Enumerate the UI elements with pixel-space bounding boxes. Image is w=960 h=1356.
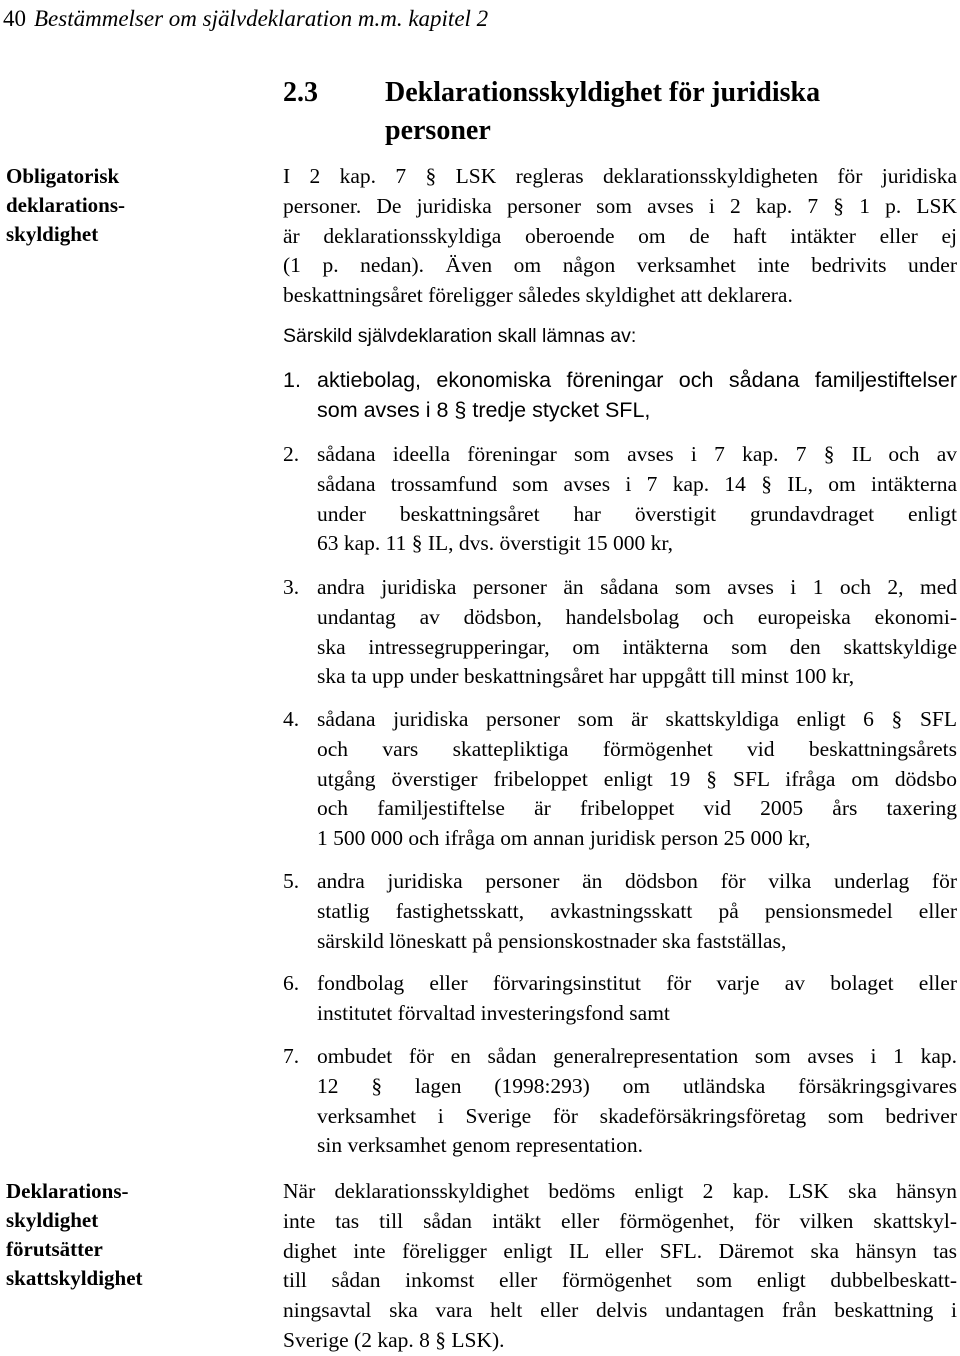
paragraph-line: I 2 kap. 7 § LSK regleras deklarationsskyldigheten för juridiska [283, 164, 957, 188]
list-item-line: undantag av dödsbon, handelsbolag och europeiska ekonomi- [317, 604, 957, 629]
list-item-line: andra juridiska personer än dödsbon för vilka underlag för [317, 869, 957, 893]
list-item-number: 3. [283, 575, 300, 599]
list-item-line: aktiebolag, ekonomiska föreningar och sådana familjestiftelser [317, 368, 957, 392]
margin-note-line: Deklarations- [6, 1179, 129, 1203]
list-item-line: ska ta upp under beskattningsåret har uppgått till minst 100 kr, [317, 664, 855, 689]
list-item-text [317, 366, 957, 426]
section-title-line1: Deklarationsskyldighet för juridiska [385, 77, 821, 108]
list-item-line: som avses i 8 § tredje stycket SFL, [317, 397, 651, 422]
list-item-text [317, 969, 957, 1029]
paragraph-line: dighet inte föreligger enligt IL eller SFL. Däremot ska hänsyn tas [283, 1238, 957, 1263]
margin-note-line: förutsätter [6, 1237, 103, 1261]
margin-note-line: skyldighet [6, 1208, 99, 1232]
list-item-line: 12 § lagen (1998:293) om utländska försäkringsgivares [317, 1073, 957, 1098]
list-item-number: 2. [283, 442, 300, 466]
list-item-number: 4. [283, 707, 300, 731]
page-number: 40 [3, 6, 26, 31]
paragraph-skattskyldighet [283, 1177, 957, 1356]
margin-note-obligatorisk [6, 162, 186, 249]
list-item-line: verksamhet i Sverige för skadeförsäkringsföretag som bedriver [317, 1103, 957, 1128]
margin-note-line: skattskyldighet [6, 1266, 143, 1290]
section-number: 2.3 [283, 77, 318, 108]
list-item-line: och familjestiftelse är fribeloppet vid 2005 års taxering [317, 796, 957, 821]
margin-note-line: deklarations- [6, 193, 126, 217]
running-title: Bestämmelser om självdeklaration m.m. kapitel 2 [34, 6, 489, 31]
margin-note-deklarationsskyldighet [6, 1177, 186, 1293]
paragraph-list-lead [283, 322, 957, 352]
list-item-line: ska intressegrupperingar, om intäkterna som den skattskyldige [317, 634, 957, 659]
list-item-line: sådana trossamfund som avses i 7 kap. 14 § IL, om intäkterna [317, 471, 957, 496]
paragraph-line: Särskild självdeklaration skall lämnas av: [283, 325, 637, 347]
list-item-line: särskild löneskatt på pensionskostnader ska fastställas, [317, 928, 787, 953]
list-item-line: 1 500 000 och ifråga om annan juridisk person 25 000 kr, [317, 826, 811, 851]
list-item-number: 6. [283, 971, 300, 995]
list-item-text [317, 573, 957, 692]
list-item-line: sådana juridiska personer som är skattskyldiga enligt 6 § SFL [317, 707, 957, 731]
list-item-line: ombudet för en sådan generalrepresentation som avses i 1 kap. [317, 1044, 957, 1068]
list-item-line: sådana ideella föreningar som avses i 7 kap. 7 § IL och av [317, 442, 957, 466]
paragraph-intro [283, 162, 957, 311]
list-item-text [317, 705, 957, 854]
list-item-text [317, 1042, 957, 1161]
list-item-line: 63 kap. 11 § IL, dvs. överstigit 15 000 kr, [317, 531, 674, 556]
margin-note-line: Obligatorisk [6, 164, 120, 188]
list-item-line: under beskattningsåret har överstigit grundavdraget enligt [317, 501, 957, 526]
list-item-number: 7. [283, 1044, 300, 1068]
section-heading [283, 74, 933, 150]
list-item-line: institutet förvaltad investeringsfond samt [317, 1000, 670, 1025]
list-item-line: fondbolag eller förvaringsinstitut för varje av bolaget eller [317, 971, 957, 995]
list-item-text [317, 440, 957, 559]
paragraph-line: personer. De juridiska personer som avses i 2 kap. 7 § 1 p. LSK [283, 193, 957, 218]
running-header [3, 4, 488, 34]
paragraph-line: beskattningsåret föreligger således skyldighet att deklarera. [283, 283, 793, 308]
list-item-text [317, 867, 957, 956]
paragraph-line: (1 p. nedan). Även om någon verksamhet inte bedrivits under [283, 253, 957, 278]
margin-note-line: skyldighet [6, 222, 99, 246]
paragraph-line: är deklarationsskyldiga oberoende om de haft intäkter eller ej [283, 223, 957, 248]
list-item-line: sin verksamhet genom representation. [317, 1133, 643, 1158]
list-item-line: statlig fastighetsskatt, avkastningsskatt på pensionsmedel eller [317, 898, 957, 923]
paragraph-line: inte tas till sådan intäkt eller förmögenhet, för vilken skattskyl- [283, 1208, 957, 1233]
paragraph-line: Sverige (2 kap. 8 § LSK). [283, 1327, 505, 1352]
list-item-number: 1. [283, 368, 301, 392]
list-item-line: och vars skattepliktiga förmögenhet vid beskattningsårets [317, 736, 957, 761]
section-title-line2: personer [385, 115, 491, 146]
list-item-line: andra juridiska personer än sådana som avses i 1 och 2, med [317, 575, 957, 599]
list-item-line: utgång överstiger fribeloppet enligt 19 § SFL ifråga om dödsbo [317, 766, 957, 791]
paragraph-line: till sådan inkomst eller förmögenhet som enligt dubbelbeskatt- [283, 1268, 957, 1293]
paragraph-line: ningsavtal ska vara helt eller delvis undantagen från beskattning i [283, 1298, 957, 1323]
list-item-number: 5. [283, 869, 300, 893]
paragraph-line: När deklarationsskyldighet bedöms enligt 2 kap. LSK ska hänsyn [283, 1179, 957, 1203]
